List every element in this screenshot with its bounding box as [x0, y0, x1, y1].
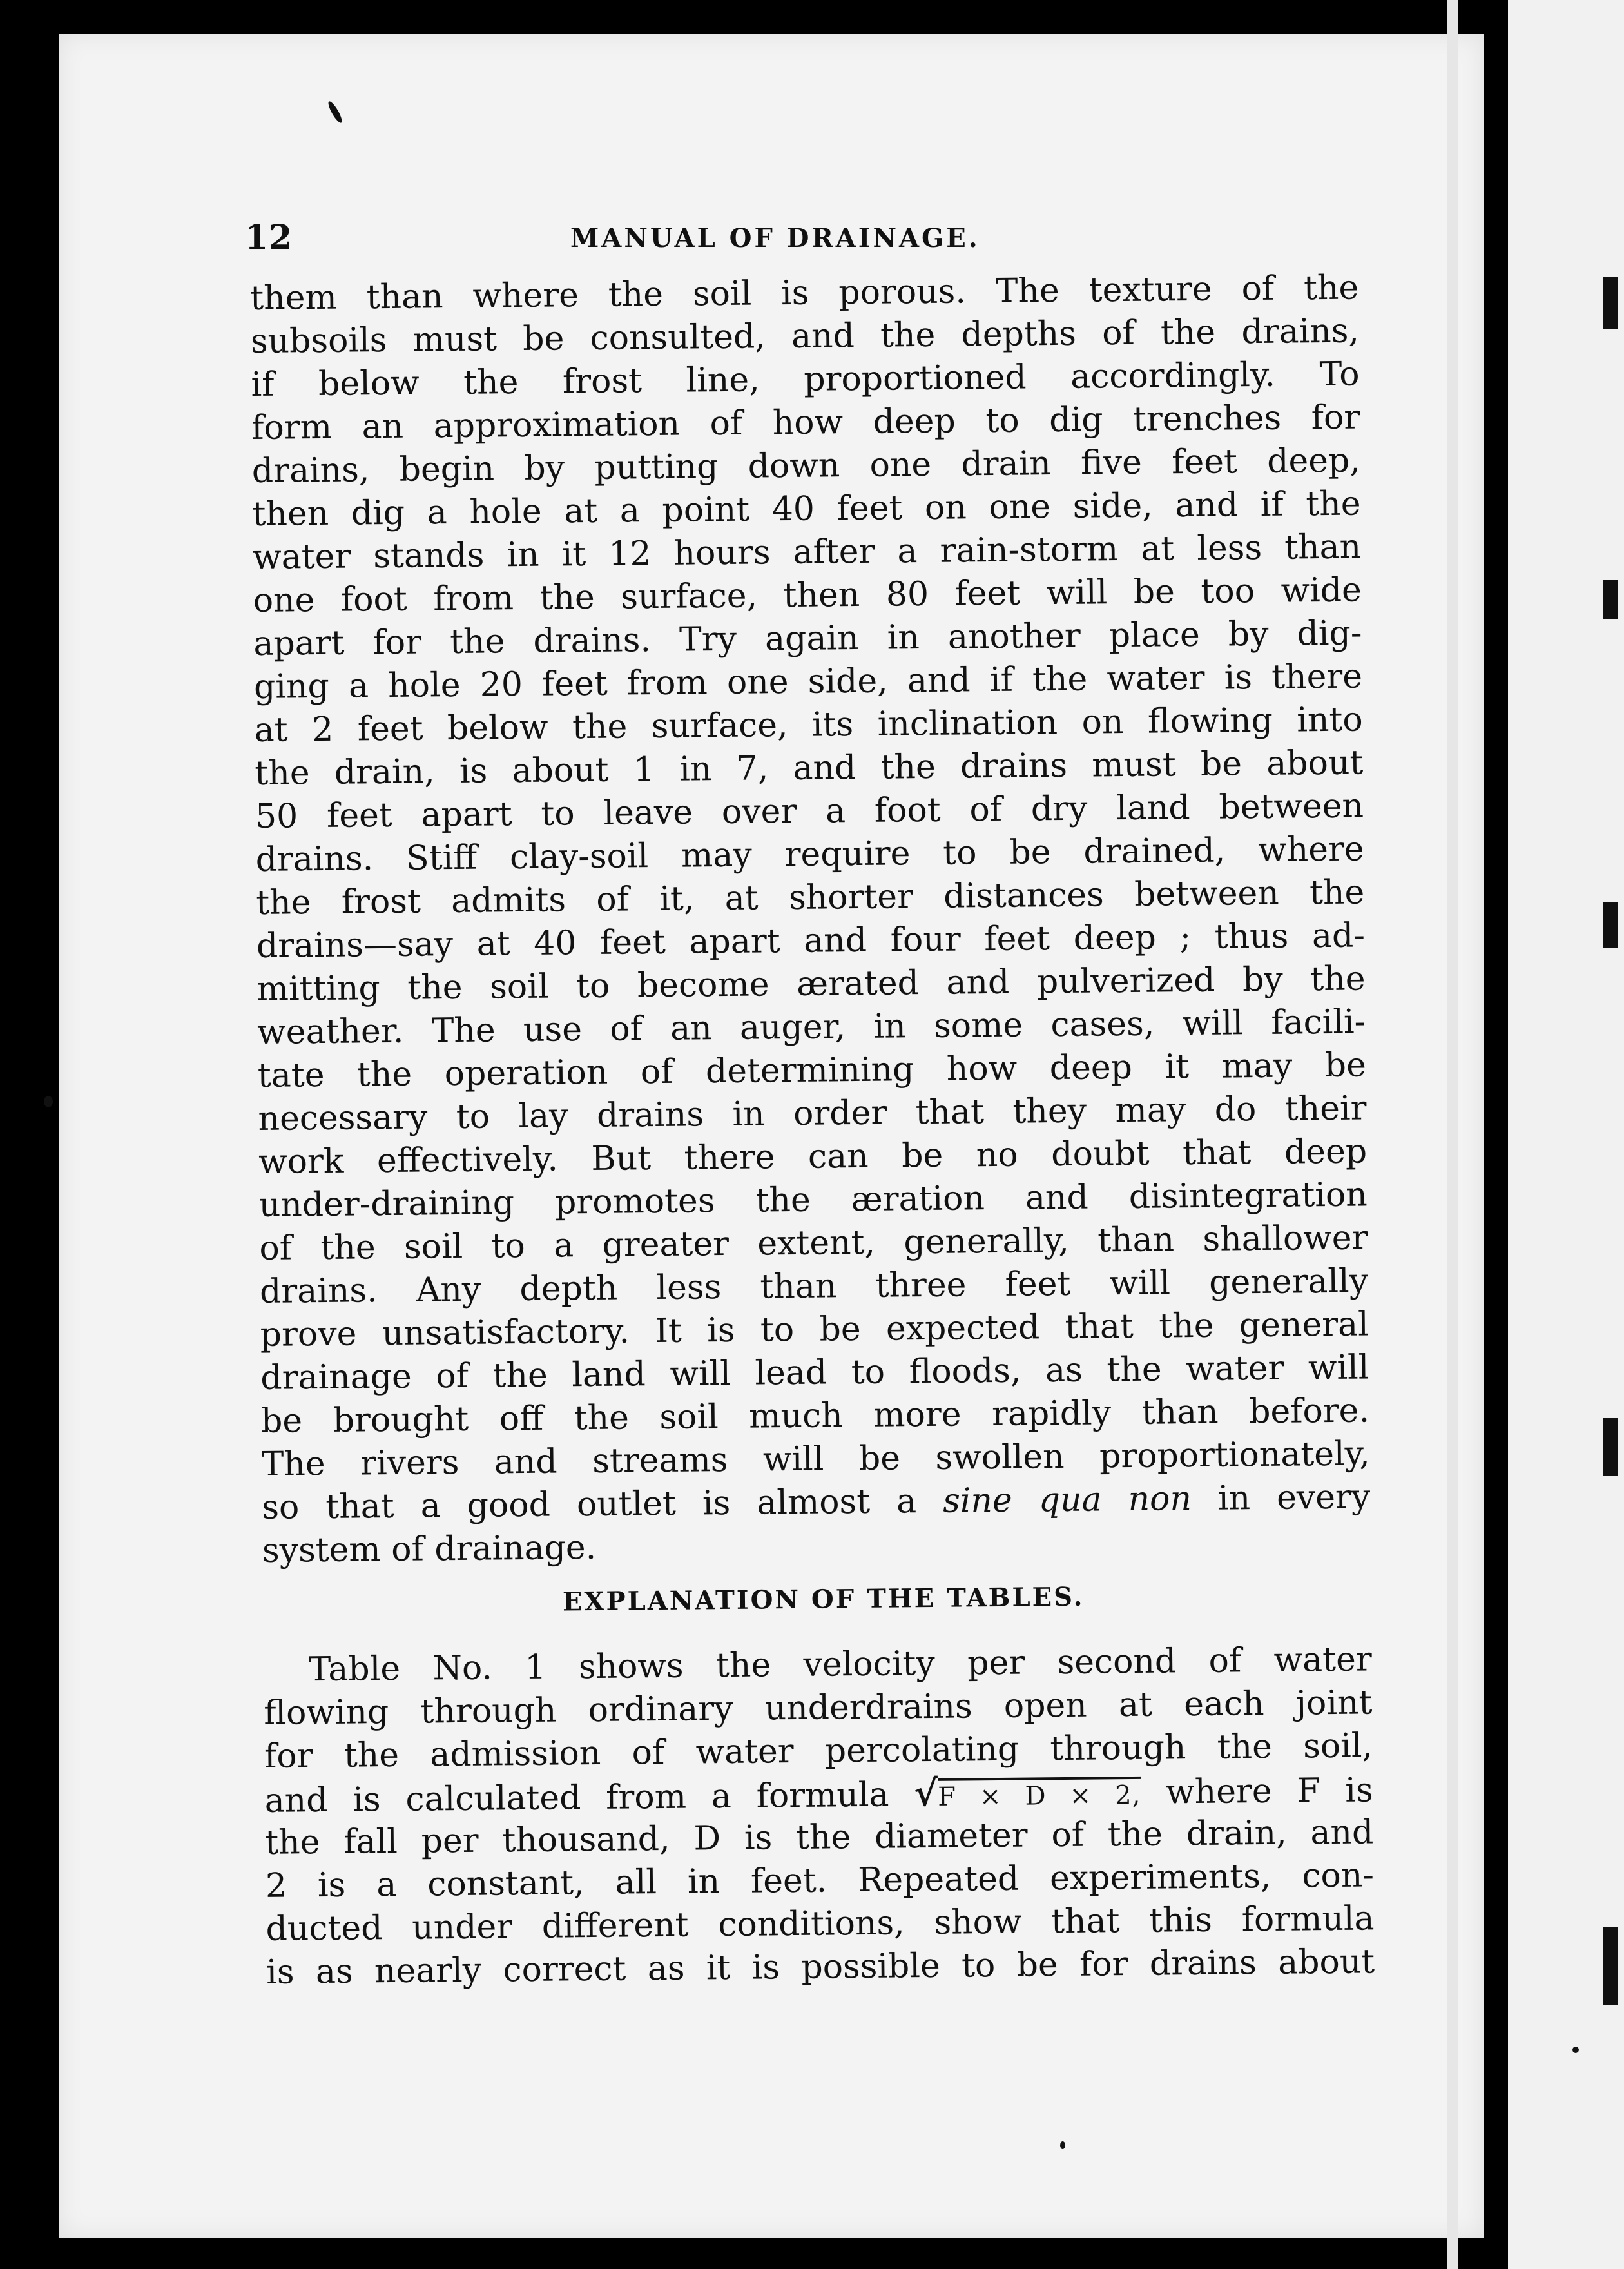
running-head-title: MANUAL OF DRAINAGE. — [570, 223, 980, 253]
body-text — [250, 266, 1375, 1994]
text-line: drains—say at 40 feet apart and four feet deep ; thus ad- — [256, 916, 1366, 966]
text-line: drains. Stiff clay-soil may require to be drained, where — [255, 830, 1364, 879]
text-line: water stands in it 12 hours after a rain-storm at less than — [252, 527, 1362, 577]
text-fragment: and is calculated from a formula — [264, 1775, 889, 1820]
text-fragment: so that a good outlet is almost a — [262, 1482, 917, 1527]
text-line: if below the frost line, proportioned accordingly. To — [251, 355, 1360, 404]
text-line: form an approximation of how deep to dig trenches for — [251, 398, 1360, 447]
text-line: the fall per thousand, D is the diameter of the drain, and — [265, 1813, 1374, 1862]
text-line: weather. The use of an auger, in some cases, will facili- — [256, 1002, 1366, 1052]
italic-phrase: sine qua non — [942, 1479, 1192, 1521]
text-line: then dig a hole at a point 40 feet on one side, and if the — [252, 484, 1361, 534]
text-line: apart for the drains. Try again in another place by dig- — [253, 614, 1362, 663]
text-line: ducted under different conditions, show that this formula — [266, 1899, 1375, 1949]
scan-speck — [1572, 2047, 1579, 2053]
text-line: drainage of the land will lead to floods, as the water will — [260, 1348, 1369, 1397]
text-fragment: in every — [1217, 1477, 1371, 1518]
facing-page-text-fragment — [1603, 1418, 1618, 1476]
text-line: The rivers and streams will be swollen proportionately, — [261, 1434, 1370, 1484]
text-line: one foot from the surface, then 80 feet will be too wide — [253, 570, 1362, 620]
text-line: is as nearly correct as it is possible to be for drains about — [266, 1942, 1375, 1992]
text-line: 2 is a constant, all in feet. Repeated experiments, con- — [265, 1856, 1375, 1905]
text-line: be brought off the soil much more rapidly than before. — [260, 1391, 1370, 1441]
formula: F × D × 2, — [938, 1777, 1141, 1812]
text-line: prove unsatisfactory. It is to be expected that the general — [260, 1305, 1369, 1354]
text-fragment: where F is — [1165, 1771, 1373, 1812]
text-line: the frost admits of it, at shorter distances between the — [256, 873, 1365, 922]
text-line: at 2 feet below the surface, its inclination on flowing into — [254, 700, 1363, 750]
book-gutter — [1484, 0, 1508, 2269]
text-line: mitting the soil to become ærated and pulverized by the — [256, 959, 1366, 1009]
section-heading: EXPLANATION OF THE TABLES. — [562, 1581, 1085, 1617]
text-line: drains. Any depth less than three feet will generally — [259, 1261, 1369, 1311]
text-line: flowing through ordinary underdrains open at each joint — [264, 1683, 1373, 1733]
text-line: under-draining promotes the æration and disintegration — [258, 1175, 1368, 1225]
text-line: tate the operation of determining how deep it may be — [257, 1046, 1367, 1095]
page-edge-shadow — [1447, 0, 1458, 2269]
facing-page-text-fragment — [1603, 902, 1618, 948]
running-head — [245, 218, 1353, 269]
text-line: drains, begin by putting down one drain five feet deep, — [251, 441, 1361, 491]
text-line: of the soil to a greater extent, generally, than shallower — [259, 1218, 1368, 1268]
radical-sign: √ — [914, 1771, 938, 1815]
text-line: 50 feet apart to leave over a foot of dry land between — [255, 786, 1364, 836]
text-line: subsoils must be consulted, and the depths of the drains, — [250, 311, 1360, 361]
text-line: them than where the soil is porous. The texture of the — [250, 268, 1359, 318]
text-line: ging a hole 20 feet from one side, and if the water is there — [253, 657, 1363, 706]
facing-page-text-fragment — [1603, 277, 1618, 329]
text-line: Table No. 1 shows the velocity per second of water — [308, 1640, 1372, 1690]
text-line: for the admission of water percolating through the soil, — [264, 1726, 1373, 1776]
facing-page-text-fragment — [1603, 580, 1618, 619]
facing-page-text-fragment — [1603, 1927, 1618, 2005]
scan-speck — [44, 1096, 53, 1107]
page-number: 12 — [245, 218, 293, 257]
scan-speck — [1060, 2141, 1065, 2149]
text-line: the drain, is about 1 in 7, and the drains must be about — [255, 743, 1364, 793]
text-line: work effectively. But there can be no doubt that deep — [258, 1132, 1368, 1182]
text-line: system of drainage. — [262, 1528, 597, 1570]
text-line: necessary to lay drains in order that they may do their — [258, 1089, 1367, 1138]
